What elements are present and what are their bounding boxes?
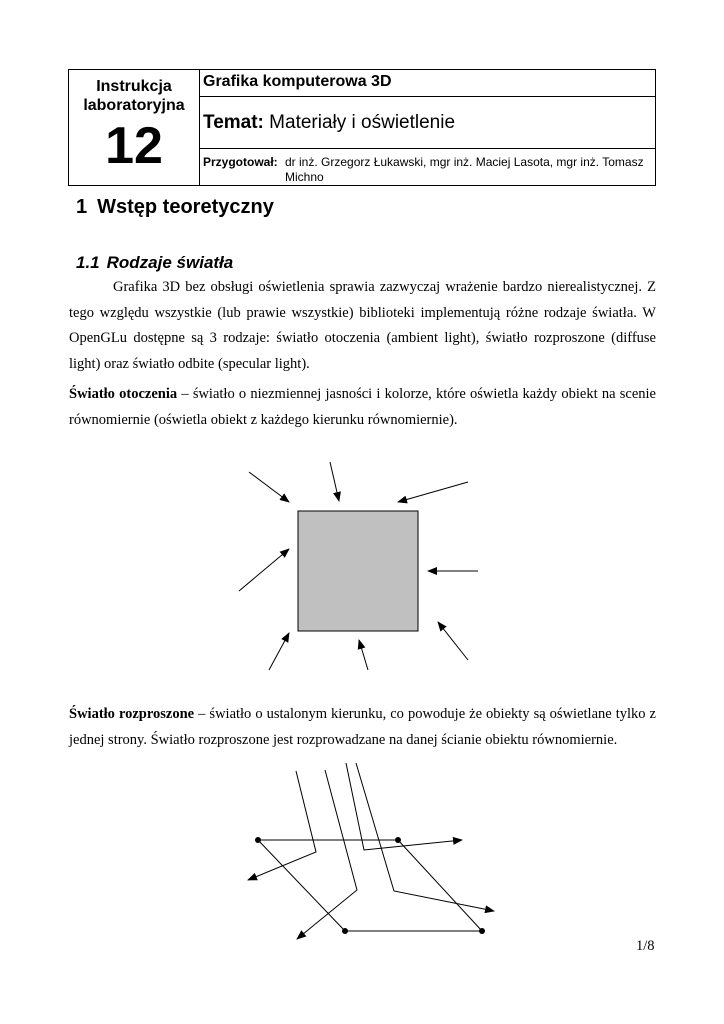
diffuse-ray-2	[297, 770, 357, 939]
ambient-text: – światło o niezmiennej jasności i kolorze, które oświetla każdy obiekt na scenie równomiernie (oświetla obiekt z każdego kierunku równomiernie).	[69, 386, 656, 428]
subsection-title: Rodzaje światła	[106, 253, 234, 272]
diffuse-text: – światło o ustalonym kierunku, co powoduje że obiekty są oświetlane tylko z jednej strony. Światło rozproszone jest rozprowadzane na danej ścianie obiektu równomiernie.	[69, 706, 656, 748]
section-number: 1	[76, 196, 88, 218]
ambient-term: Światło otoczenia	[69, 386, 178, 402]
diffuse-ray-3	[346, 763, 462, 850]
course-title: Grafika komputerowa 3D	[200, 70, 656, 97]
instruction-number: 12	[105, 117, 163, 175]
ambient-paragraph	[69, 382, 656, 433]
arrow-bottom	[359, 640, 368, 670]
diffuse-object-outline	[258, 840, 482, 931]
prepared-by: dr inż. Grzegorz Łukawski, mgr inż. Maciej Lasota, mgr inż. Tomasz Michno	[285, 155, 644, 184]
arrow-top	[330, 462, 339, 501]
topic-label: Temat:	[203, 111, 264, 133]
section-heading	[76, 196, 284, 219]
diffuse-ray-1	[248, 771, 316, 880]
diffuse-light-rays	[248, 763, 494, 939]
diffuse-ray-4	[356, 763, 494, 911]
header-table	[68, 69, 656, 186]
arrow-bottom-right	[438, 622, 468, 660]
section-title: Wstęp teoretyczny	[97, 196, 274, 218]
diffuse-object-vertices	[255, 837, 485, 934]
topic-value: Materiały i oświetlenie	[269, 111, 456, 133]
ambient-light-figure	[0, 450, 724, 680]
arrow-top-left	[249, 472, 289, 502]
diffuse-light-figure	[0, 755, 724, 945]
subsection-heading	[76, 253, 240, 273]
diffuse-paragraph	[69, 702, 656, 753]
lit-object-square	[298, 511, 418, 631]
prepared-cell	[200, 149, 656, 186]
topic-cell	[200, 97, 656, 149]
instruction-label	[69, 77, 199, 115]
arrow-left	[239, 549, 289, 591]
arrow-bottom-left	[269, 633, 289, 670]
arrow-top-right	[398, 482, 468, 502]
instruction-line-1: Instrukcja	[96, 78, 172, 95]
diffuse-term: Światło rozproszone	[69, 706, 195, 722]
intro-paragraph: Grafika 3D bez obsługi oświetlenia sprawia zazwyczaj wrażenie bardzo nierealistycznej. Z tego względu wszystkie (lub prawie wszystkie) biblioteki implementują różne rodzaje światła. W OpenGLu dostępne są 3 rodzaje: światło otoczenia (ambient light), światło rozproszone (diffuse light) oraz światło odbite (specular light).	[69, 279, 656, 372]
prepared-label: Przygotował:	[203, 155, 278, 169]
subsection-number: 1.1	[76, 253, 100, 272]
instruction-line-2: laboratoryjna	[83, 97, 185, 114]
page-number: 1/8	[636, 938, 655, 954]
instruction-cell	[69, 70, 200, 186]
